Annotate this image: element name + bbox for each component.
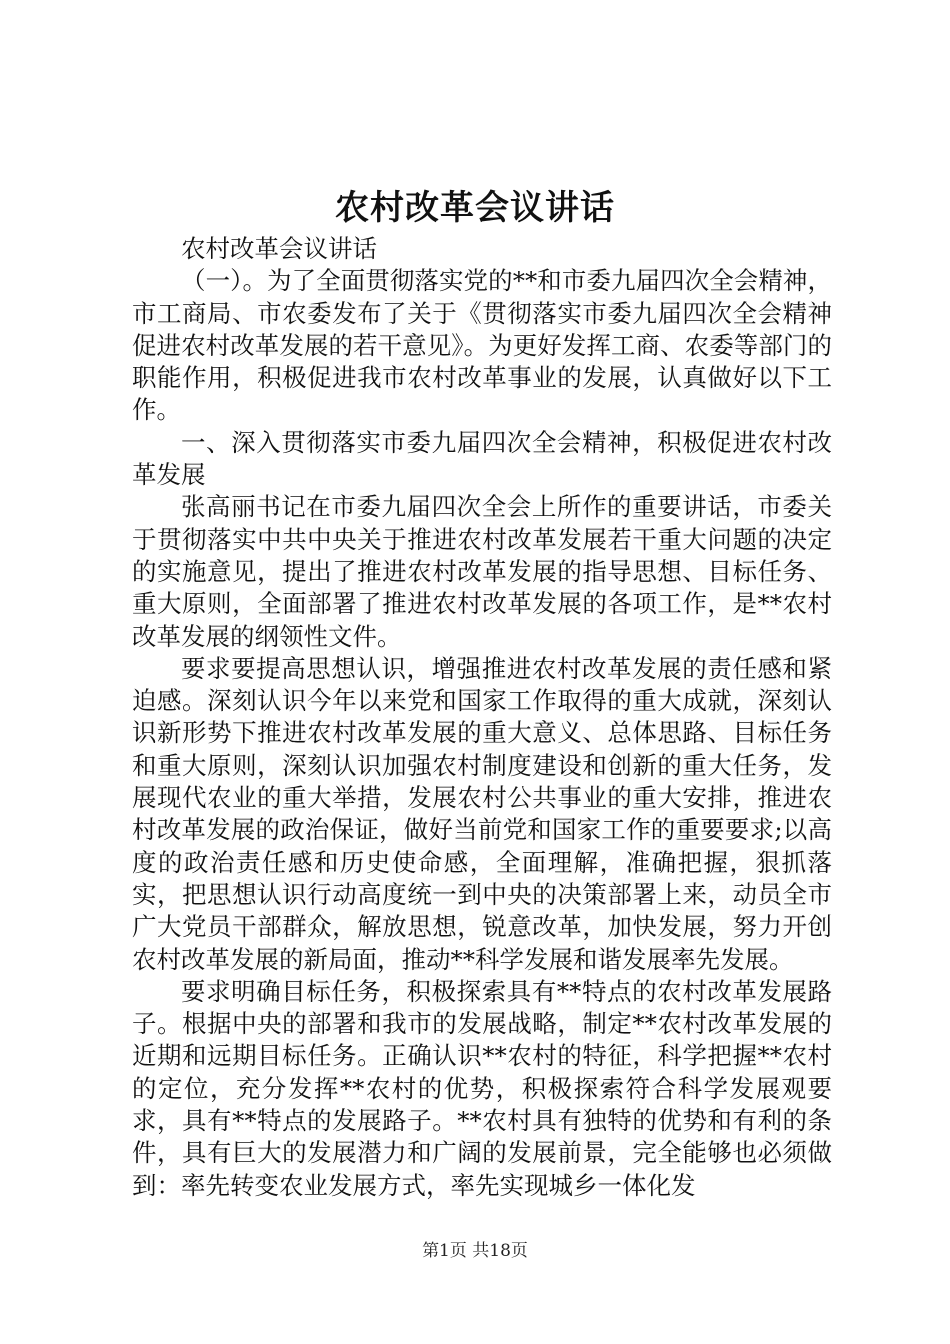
document-body [132, 233, 832, 1202]
paragraph: 要求明确目标任务，积极探索具有**特点的农村改革发展路子。根据中央的部署和我市的发展战略，制定**农村改革发展的近期和远期目标任务。正确认识**农村的特征，科学把握**农村的定位，充分发挥**农村的优势，积极探索符合科学发展观要求，具有**特点的发展路子。**农村具有独特的优势和有利的条件，具有巨大的发展潜力和广阔的发展前景，完全能够也必须做到：率先转变农业发展方式，率先实现城乡一体化发 [132, 976, 832, 1200]
section-heading: 一、深入贯彻落实市委九届四次全会精神，积极促进农村改革发展 [132, 427, 832, 490]
document-title: 农村改革会议讲话 [335, 188, 615, 228]
paragraph-intro: （一）。为了全面贯彻落实党的**和市委九届四次全会精神，市工商局、市农委发布了关于《贯彻落实市委九届四次全会精神促进农村改革发展的若干意见》。为更好发挥工商、农委等部门的职能作用，积极促进我市农村改革事业的发展，认真做好以下工作。 [132, 266, 832, 425]
page-number-footer: 第1页 共18页 [422, 1241, 528, 1261]
paragraph: 张高丽书记在市委九届四次全会上所作的重要讲话，市委关于贯彻落实中共中央关于推进农村改革发展若干重大问题的决定的实施意见，提出了推进农村改革发展的指导思想、目标任务、重大原则，全面部署了推进农村改革发展的各项工作，是**农村改革发展的纲领性文件。 [132, 492, 832, 651]
paragraph-subtitle: 农村改革会议讲话 [181, 234, 377, 263]
paragraph: 要求要提高思想认识，增强推进农村改革发展的责任感和紧迫感。深刻认识今年以来党和国家工作取得的重大成就，深刻认识新形势下推进农村改革发展的重大意义、总体思路、目标任务和重大原则，深刻认识加强农村制度建设和创新的重大任务，发展现代农业的重大举措，发展农村公共事业的重大安排，推进农村改革发展的政治保证，做好当前党和国家工作的重要要求;以高度的政治责任感和历史使命感，全面理解，准确把握，狠抓落实，把思想认识行动高度统一到中央的决策部署上来，动员全市广大党员干部群众，解放思想，锐意改革，加快发展，努力开创农村改革发展的新局面，推动**科学发展和谐发展率先发展。 [132, 653, 832, 974]
